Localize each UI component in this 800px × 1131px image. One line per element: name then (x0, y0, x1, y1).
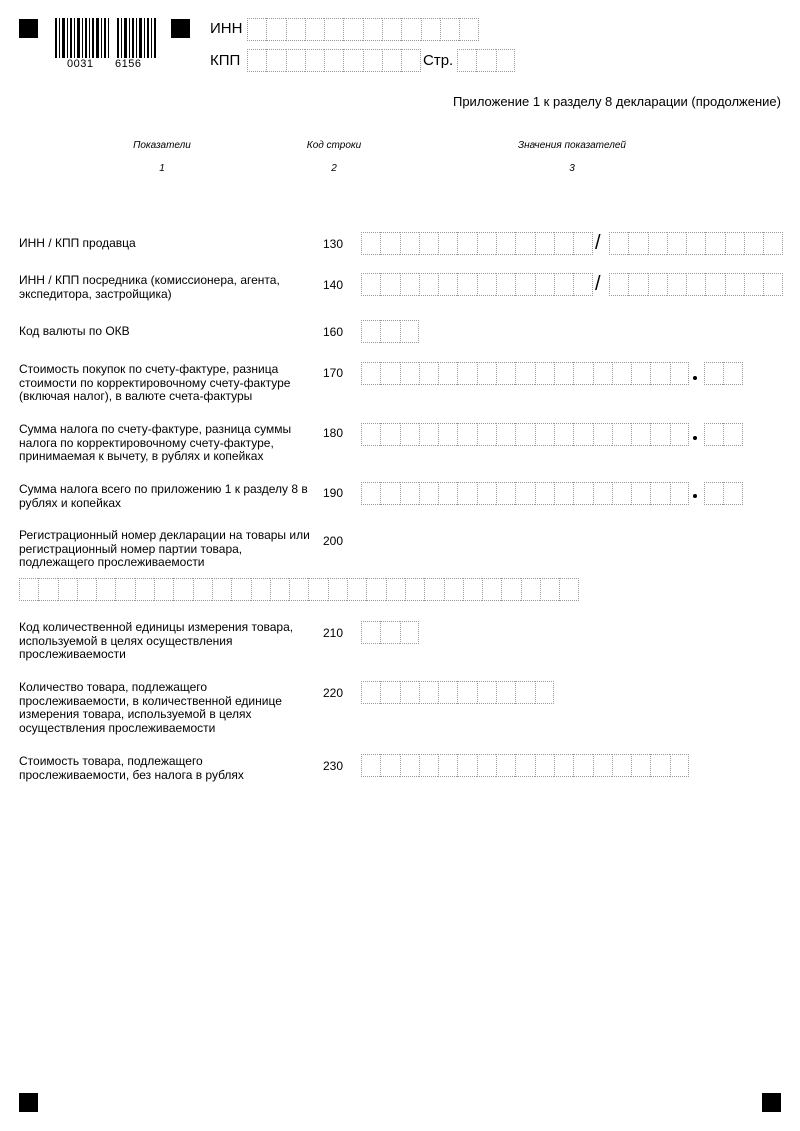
row-230-label: Стоимость товара, подлежащего прослеживаемости, без налога в рублях (19, 754, 244, 782)
input-cell[interactable] (670, 754, 689, 777)
row-190-decimal-point (693, 494, 697, 498)
input-cell[interactable] (704, 482, 723, 505)
input-cell[interactable] (438, 423, 457, 446)
input-cell[interactable] (573, 754, 592, 777)
input-cell[interactable] (382, 49, 401, 72)
input-cell[interactable] (628, 232, 647, 255)
corner-marker-top-left (19, 19, 38, 38)
input-cell[interactable] (438, 273, 457, 296)
row-160-label: Код валюты по ОКВ (19, 324, 130, 338)
column-number-2: 2 (331, 163, 337, 174)
input-cell[interactable] (650, 754, 669, 777)
row-180-amount-field[interactable] (361, 423, 689, 446)
input-cell[interactable] (667, 232, 686, 255)
input-cell[interactable] (289, 578, 308, 601)
row-140-slash: / (595, 273, 601, 295)
column-header-indicators: Показатели (133, 140, 191, 151)
column-number-1: 1 (159, 163, 165, 174)
input-cell[interactable] (457, 754, 476, 777)
input-cell[interactable] (670, 362, 689, 385)
input-cell[interactable] (266, 49, 285, 72)
row-170-fraction-field[interactable] (704, 362, 743, 385)
input-cell[interactable] (573, 232, 592, 255)
input-cell[interactable] (744, 232, 763, 255)
input-cell[interactable] (363, 49, 382, 72)
row-200-code: 200 (323, 534, 344, 548)
input-cell[interactable] (559, 578, 578, 601)
row-170-amount-field[interactable] (361, 362, 689, 385)
input-cell[interactable] (324, 18, 343, 41)
corner-marker-bottom-right (762, 1093, 781, 1112)
kpp-label: КПП (210, 52, 241, 69)
input-cell[interactable] (535, 754, 554, 777)
input-cell[interactable] (438, 232, 457, 255)
input-cell[interactable] (419, 482, 438, 505)
input-cell[interactable] (535, 482, 554, 505)
barcode-icon (55, 18, 157, 58)
input-cell[interactable] (231, 578, 250, 601)
input-cell[interactable] (440, 18, 459, 41)
input-cell[interactable] (361, 754, 380, 777)
input-cell[interactable] (496, 362, 515, 385)
page-label: Стр. (423, 52, 454, 69)
input-cell[interactable] (438, 681, 457, 704)
input-cell[interactable] (361, 232, 380, 255)
input-cell[interactable] (361, 681, 380, 704)
input-cell[interactable] (286, 18, 305, 41)
input-cell[interactable] (38, 578, 57, 601)
input-cell[interactable] (535, 273, 554, 296)
input-cell[interactable] (515, 423, 534, 446)
input-cell[interactable] (573, 362, 592, 385)
input-cell[interactable] (477, 423, 496, 446)
row-210-label: Код количественной единицы измерения товара, используемой в целях осуществления прослеживаемости (19, 620, 294, 661)
input-cell[interactable] (515, 362, 534, 385)
input-cell[interactable] (380, 681, 399, 704)
row-200-registration-field[interactable] (19, 578, 579, 601)
input-cell[interactable] (612, 754, 631, 777)
input-cell[interactable] (135, 578, 154, 601)
column-header-values: Значения показателей (517, 140, 626, 151)
input-cell[interactable] (400, 232, 419, 255)
input-cell[interactable] (573, 482, 592, 505)
input-cell[interactable] (457, 482, 476, 505)
column-header-line-code: Код строки (306, 140, 362, 151)
input-cell[interactable] (361, 621, 380, 644)
input-cell[interactable] (667, 273, 686, 296)
input-cell[interactable] (457, 232, 476, 255)
input-cell[interactable] (380, 232, 399, 255)
row-140-code: 140 (323, 278, 344, 292)
input-cell[interactable] (521, 578, 540, 601)
input-cell[interactable] (496, 754, 515, 777)
input-cell[interactable] (554, 232, 573, 255)
input-cell[interactable] (477, 681, 496, 704)
input-cell[interactable] (77, 578, 96, 601)
input-cell[interactable] (386, 578, 405, 601)
input-cell[interactable] (380, 362, 399, 385)
input-cell[interactable] (308, 578, 327, 601)
row-180-fraction-field[interactable] (704, 423, 743, 446)
input-cell[interactable] (593, 423, 612, 446)
input-cell[interactable] (554, 423, 573, 446)
input-cell[interactable] (535, 232, 554, 255)
row-190-label: Сумма налога всего по приложению 1 к разделу 8 в рублях и копейках (19, 482, 308, 510)
column-number-3: 3 (569, 163, 575, 174)
input-cell[interactable] (763, 273, 782, 296)
row-220-label: Количество товара, подлежащего прослеживаемости, в количественной единице измерения товара, используемой в целях осуществления прослеживаемости (19, 680, 282, 735)
input-cell[interactable] (400, 320, 419, 343)
input-cell[interactable] (631, 362, 650, 385)
row-160-code: 160 (323, 325, 344, 339)
input-cell[interactable] (686, 232, 705, 255)
input-cell[interactable] (400, 621, 419, 644)
input-cell[interactable] (457, 362, 476, 385)
row-200-label: Регистрационный номер декларации на товары или регистрационный номер партии товара, подлежащего прослеживаемости (19, 528, 310, 569)
input-cell[interactable] (609, 273, 628, 296)
input-cell[interactable] (421, 18, 440, 41)
input-cell[interactable] (457, 273, 476, 296)
input-cell[interactable] (763, 232, 782, 255)
row-210-code: 210 (323, 626, 344, 640)
row-130-slash: / (595, 232, 601, 254)
input-cell[interactable] (631, 482, 650, 505)
input-cell[interactable] (380, 482, 399, 505)
input-cell[interactable] (19, 578, 38, 601)
input-cell[interactable] (515, 482, 534, 505)
input-cell[interactable] (419, 754, 438, 777)
row-190-code: 190 (323, 486, 344, 500)
input-cell[interactable] (366, 578, 385, 601)
input-cell[interactable] (535, 423, 554, 446)
input-cell[interactable] (380, 423, 399, 446)
input-cell[interactable] (496, 273, 515, 296)
input-cell[interactable] (612, 362, 631, 385)
input-cell[interactable] (419, 362, 438, 385)
row-210-unit-code-field[interactable] (361, 621, 419, 644)
input-cell[interactable] (400, 423, 419, 446)
input-cell[interactable] (424, 578, 443, 601)
input-cell[interactable] (477, 232, 496, 255)
input-cell[interactable] (444, 578, 463, 601)
input-cell[interactable] (343, 18, 362, 41)
input-cell[interactable] (419, 273, 438, 296)
input-cell[interactable] (515, 273, 534, 296)
inn-field[interactable] (247, 18, 479, 41)
input-cell[interactable] (286, 49, 305, 72)
input-cell[interactable] (400, 681, 419, 704)
input-cell[interactable] (400, 754, 419, 777)
input-cell[interactable] (266, 18, 285, 41)
input-cell[interactable] (380, 754, 399, 777)
inn-label: ИНН (210, 20, 243, 37)
input-cell[interactable] (270, 578, 289, 601)
input-cell[interactable] (477, 273, 496, 296)
input-cell[interactable] (361, 320, 380, 343)
row-170-label: Стоимость покупок по счету-фактуре, разница стоимости по корректировочному счету-фактуре (включая налог), в валюте счета-фактуры (19, 362, 291, 403)
input-cell[interactable] (361, 273, 380, 296)
input-cell[interactable] (631, 423, 650, 446)
row-140-label: ИНН / КПП посредника (комиссионера, агента, экспедитора, застройщика) (19, 273, 280, 301)
input-cell[interactable] (400, 362, 419, 385)
input-cell[interactable] (554, 754, 573, 777)
row-130-code: 130 (323, 237, 344, 251)
input-cell[interactable] (686, 273, 705, 296)
input-cell[interactable] (400, 482, 419, 505)
input-cell[interactable] (650, 423, 669, 446)
input-cell[interactable] (477, 362, 496, 385)
row-190-amount-field[interactable] (361, 482, 689, 505)
input-cell[interactable] (380, 621, 399, 644)
input-cell[interactable] (457, 423, 476, 446)
page-field[interactable] (457, 49, 515, 72)
input-cell[interactable] (670, 482, 689, 505)
barcode-number-right: 6156 (115, 58, 142, 70)
row-140-kpp-field[interactable] (609, 273, 783, 296)
page-title: Приложение 1 к разделу 8 декларации (продолжение) (452, 94, 781, 109)
input-cell[interactable] (380, 320, 399, 343)
input-cell[interactable] (705, 273, 724, 296)
input-cell[interactable] (648, 273, 667, 296)
input-cell[interactable] (419, 423, 438, 446)
input-cell[interactable] (361, 482, 380, 505)
input-cell[interactable] (212, 578, 231, 601)
input-cell[interactable] (501, 578, 520, 601)
input-cell[interactable] (554, 482, 573, 505)
input-cell[interactable] (496, 232, 515, 255)
input-cell[interactable] (593, 482, 612, 505)
input-cell[interactable] (496, 681, 515, 704)
row-130-label: ИНН / КПП продавца (19, 236, 136, 250)
input-cell[interactable] (400, 273, 419, 296)
input-cell[interactable] (612, 482, 631, 505)
input-cell[interactable] (496, 482, 515, 505)
input-cell[interactable] (419, 681, 438, 704)
input-cell[interactable] (554, 273, 573, 296)
input-cell[interactable] (744, 273, 763, 296)
input-cell[interactable] (482, 578, 501, 601)
input-cell[interactable] (535, 681, 554, 704)
corner-marker-top-right (171, 19, 190, 38)
input-cell[interactable] (573, 273, 592, 296)
input-cell[interactable] (247, 18, 266, 41)
input-cell[interactable] (477, 482, 496, 505)
row-220-code: 220 (323, 686, 344, 700)
row-180-decimal-point (693, 436, 697, 440)
input-cell[interactable] (193, 578, 212, 601)
row-170-decimal-point (693, 376, 697, 380)
input-cell[interactable] (705, 232, 724, 255)
input-cell[interactable] (361, 362, 380, 385)
input-cell[interactable] (463, 578, 482, 601)
input-cell[interactable] (438, 754, 457, 777)
input-cell[interactable] (723, 482, 742, 505)
input-cell[interactable] (251, 578, 270, 601)
input-cell[interactable] (476, 49, 495, 72)
row-130-inn-field[interactable] (361, 232, 593, 255)
input-cell[interactable] (154, 578, 173, 601)
input-cell[interactable] (704, 423, 723, 446)
input-cell[interactable] (593, 754, 612, 777)
input-cell[interactable] (382, 18, 401, 41)
input-cell[interactable] (609, 232, 628, 255)
input-cell[interactable] (401, 18, 420, 41)
row-230-cost-field[interactable] (361, 754, 689, 777)
input-cell[interactable] (405, 578, 424, 601)
input-cell[interactable] (305, 49, 324, 72)
input-cell[interactable] (438, 362, 457, 385)
row-160-currency-field[interactable] (361, 320, 419, 343)
input-cell[interactable] (648, 232, 667, 255)
input-cell[interactable] (457, 49, 476, 72)
input-cell[interactable] (58, 578, 77, 601)
input-cell[interactable] (247, 49, 266, 72)
input-cell[interactable] (477, 754, 496, 777)
input-cell[interactable] (704, 362, 723, 385)
input-cell[interactable] (650, 362, 669, 385)
input-cell[interactable] (725, 232, 744, 255)
row-140-inn-field[interactable] (361, 273, 593, 296)
input-cell[interactable] (305, 18, 324, 41)
input-cell[interactable] (380, 273, 399, 296)
input-cell[interactable] (554, 362, 573, 385)
input-cell[interactable] (115, 578, 134, 601)
input-cell[interactable] (496, 423, 515, 446)
input-cell[interactable] (723, 423, 742, 446)
input-cell[interactable] (540, 578, 559, 601)
row-220-quantity-field[interactable] (361, 681, 554, 704)
input-cell[interactable] (573, 423, 592, 446)
input-cell[interactable] (324, 49, 343, 72)
input-cell[interactable] (496, 49, 515, 72)
input-cell[interactable] (515, 754, 534, 777)
input-cell[interactable] (723, 362, 742, 385)
input-cell[interactable] (328, 578, 347, 601)
row-230-code: 230 (323, 759, 344, 773)
input-cell[interactable] (343, 49, 362, 72)
input-cell[interactable] (515, 681, 534, 704)
input-cell[interactable] (457, 681, 476, 704)
input-cell[interactable] (173, 578, 192, 601)
input-cell[interactable] (96, 578, 115, 601)
input-cell[interactable] (347, 578, 366, 601)
input-cell[interactable] (459, 18, 478, 41)
row-180-code: 180 (323, 426, 344, 440)
kpp-field[interactable] (247, 49, 421, 72)
input-cell[interactable] (650, 482, 669, 505)
input-cell[interactable] (725, 273, 744, 296)
input-cell[interactable] (535, 362, 554, 385)
input-cell[interactable] (401, 49, 420, 72)
row-170-code: 170 (323, 366, 344, 380)
input-cell[interactable] (438, 482, 457, 505)
input-cell[interactable] (419, 232, 438, 255)
input-cell[interactable] (631, 754, 650, 777)
row-190-fraction-field[interactable] (704, 482, 743, 505)
input-cell[interactable] (593, 362, 612, 385)
input-cell[interactable] (363, 18, 382, 41)
input-cell[interactable] (628, 273, 647, 296)
corner-marker-bottom-left (19, 1093, 38, 1112)
row-130-kpp-field[interactable] (609, 232, 783, 255)
input-cell[interactable] (515, 232, 534, 255)
input-cell[interactable] (361, 423, 380, 446)
row-180-label: Сумма налога по счету-фактуре, разница суммы налога по корректировочному счету-фактуре, принимаемая к вычету, в рублях и копейках (19, 422, 292, 463)
barcode-number-left: 0031 (67, 58, 94, 70)
input-cell[interactable] (612, 423, 631, 446)
input-cell[interactable] (670, 423, 689, 446)
